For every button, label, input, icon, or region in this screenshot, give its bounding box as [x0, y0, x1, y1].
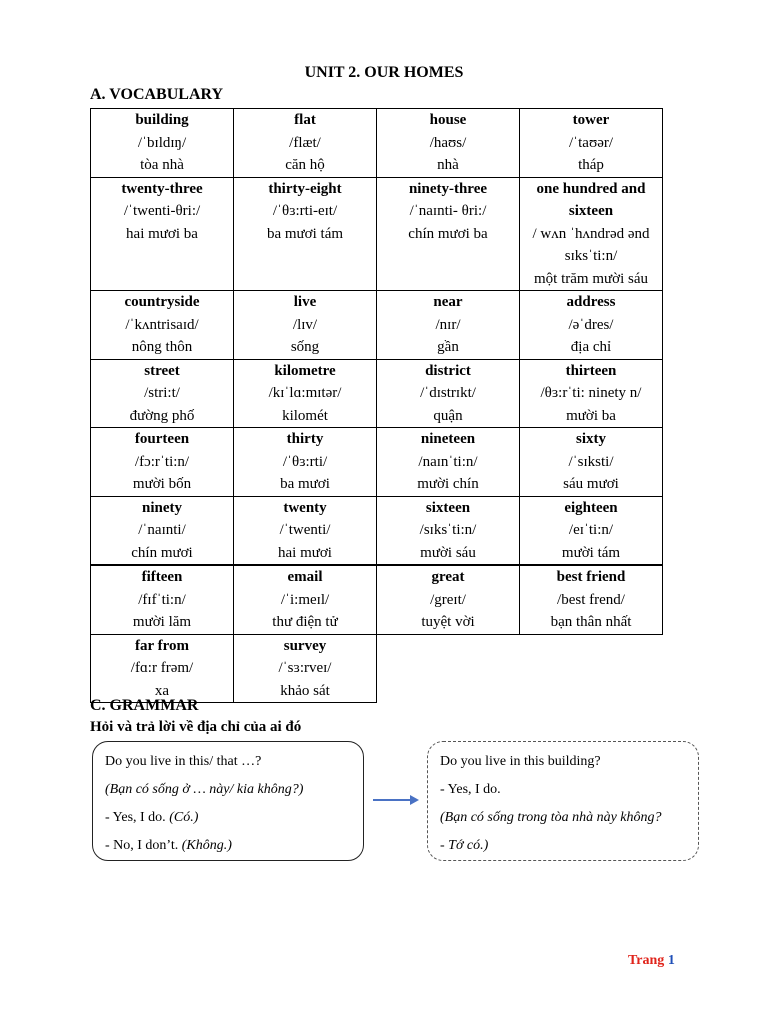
right-arrow-icon: [372, 793, 420, 807]
table-row: [91, 496, 663, 565]
vocab-meaning: một trăm mười sáu: [534, 270, 648, 287]
vocab-ipa: /θɜ:rˈti: ninety n/: [540, 385, 642, 401]
vocab-ipa: /ˈdɪstrɪkt/: [420, 385, 476, 401]
vocab-cell: [91, 291, 234, 360]
vocab-word: live: [293, 294, 317, 310]
vocab-cell: [520, 291, 663, 360]
pattern-no-translation: (Không.): [181, 838, 232, 853]
grammar-subtitle: Hỏi và trả lời về địa chỉ của ai đó: [90, 719, 302, 735]
vocab-cell: [377, 109, 520, 178]
vocab-meaning: địa chỉ: [570, 339, 612, 355]
vocab-ipa: /fɪfˈti:n/: [138, 591, 186, 608]
vocab-meaning: hai mươi ba: [126, 225, 198, 242]
vocab-meaning: chín mươi: [131, 544, 193, 561]
pattern-no-line: [105, 832, 351, 860]
vocab-meaning: chín mươi ba: [408, 225, 488, 242]
vocab-cell: [520, 109, 663, 178]
vocab-meaning: hai mươi: [278, 544, 332, 561]
vocab-ipa: /ˈnaɪnti/: [138, 522, 186, 538]
vocab-word: far from: [134, 637, 189, 654]
table-row: [91, 428, 663, 497]
vocab-ipa: /ˈtaʊər/: [568, 134, 614, 151]
vocab-ipa: /ˈθɜ:rti/: [282, 453, 328, 470]
vocab-cell: [91, 634, 234, 703]
page-number-value: 1: [667, 953, 675, 968]
vocab-cell: [234, 428, 377, 497]
vocab-cell: [234, 291, 377, 360]
pattern-question-translation: (Bạn có sống ở … này/ kia không?): [105, 782, 304, 797]
vocab-meaning: mười chín: [417, 476, 479, 492]
vocab-ipa: /greɪt/: [430, 591, 466, 608]
vocab-meaning: mười ba: [566, 407, 616, 424]
vocab-cell: [91, 177, 234, 291]
vocab-meaning: nông thôn: [131, 339, 193, 355]
vocab-meaning: kilomét: [282, 407, 328, 424]
vocab-meaning: ba mươi: [280, 476, 330, 492]
vocab-ipa: /haʊs/: [429, 134, 467, 151]
vocab-word: ninety-three: [408, 180, 488, 197]
table-row: [91, 634, 663, 703]
vocab-meaning: mười sáu: [420, 544, 476, 561]
section-grammar-heading: C. GRAMMAR: [90, 697, 199, 714]
vocab-ipa: /əˈdres/: [568, 316, 614, 333]
pattern-yes: - Yes, I do.: [105, 810, 166, 825]
vocab-cell: [377, 565, 520, 634]
vocab-ipa: /lɪv/: [292, 316, 318, 333]
grammar-example-box: [427, 741, 699, 861]
vocab-word: nineteen: [420, 431, 476, 447]
vocab-cell: [377, 496, 520, 565]
vocab-ipa: /ˈnaɪnti- θri:/: [409, 203, 487, 219]
vocab-word: district: [425, 362, 471, 379]
vocab-cell: [520, 359, 663, 428]
vocab-word: near: [433, 294, 463, 310]
vocab-ipa: /ˈsɜ:rveɪ/: [278, 660, 332, 676]
table-row: [91, 109, 663, 178]
vocab-ipa: /ˈθɜ:rti-eɪt/: [272, 203, 338, 219]
pattern-yes-line: [105, 804, 351, 832]
vocab-word: sixty: [576, 431, 606, 447]
table-row: [91, 177, 663, 291]
vocab-meaning: nhà: [437, 157, 459, 173]
vocab-cell: [234, 177, 377, 291]
pattern-no: - No, I don’t.: [105, 838, 179, 853]
vocab-word: fifteen: [141, 569, 183, 585]
vocab-ipa: /eɪˈti:n/: [568, 522, 614, 538]
vocab-word: building: [135, 112, 189, 128]
vocab-cell: [234, 109, 377, 178]
vocab-meaning: ba mươi tám: [266, 225, 344, 242]
example-question-translation: (Bạn có sống trong tòa nhà này không?: [440, 810, 662, 825]
vocab-cell: [234, 359, 377, 428]
empty-cell: [377, 634, 520, 703]
page-number-label: Trang: [628, 953, 665, 968]
vocab-meaning: gần: [437, 339, 459, 355]
vocab-ipa: /kɪˈlɑ:mɪtər/: [268, 385, 342, 401]
vocab-ipa: /stri:t/: [144, 385, 180, 401]
vocab-cell: [377, 291, 520, 360]
vocab-word: tower: [572, 112, 610, 128]
vocab-cell: [91, 359, 234, 428]
vocab-cell: [91, 565, 234, 634]
example-question: Do you live in this building?: [440, 754, 601, 769]
vocab-cell: [234, 634, 377, 703]
vocab-word: street: [144, 362, 180, 379]
vocab-meaning: bạn thân nhất: [550, 614, 632, 630]
vocab-ipa: /nɪr/: [435, 316, 461, 333]
vocab-word: address: [566, 294, 616, 310]
vocabulary-table: [90, 108, 663, 703]
vocab-cell: [234, 565, 377, 634]
vocab-meaning: quận: [433, 407, 463, 424]
vocab-ipa: /ˈtwenti-θri:/: [123, 203, 201, 219]
vocab-cell: [520, 428, 663, 497]
vocab-cell: [91, 109, 234, 178]
page-number: [628, 953, 675, 969]
vocab-cell: [520, 565, 663, 634]
vocab-meaning: đường phố: [129, 407, 195, 424]
grammar-pattern-box: [92, 741, 364, 861]
vocab-ipa: /best frend/: [557, 591, 625, 608]
vocab-word: thirteen: [565, 362, 617, 379]
vocab-meaning: sáu mươi: [563, 476, 619, 492]
table-row: [91, 359, 663, 428]
vocab-cell: [377, 428, 520, 497]
vocab-cell: [377, 177, 520, 291]
vocab-ipa: /ˈtwenti/: [279, 522, 331, 538]
vocab-cell: [91, 428, 234, 497]
vocab-ipa: /sɪksˈti:n/: [419, 522, 477, 538]
example-answer-translation: - Tớ có.): [440, 838, 489, 853]
vocab-word: fourteen: [134, 431, 190, 447]
vocab-ipa: /fɔ:rˈti:n/: [134, 453, 190, 470]
table-row: [91, 291, 663, 360]
vocab-cell: [377, 359, 520, 428]
vocab-word: flat: [294, 112, 316, 128]
vocab-cell: [520, 177, 663, 291]
vocab-meaning: mười tám: [561, 544, 621, 561]
vocab-word: great: [431, 569, 465, 585]
pattern-question: Do you live in this/ that …?: [105, 754, 262, 769]
vocab-word: survey: [283, 637, 327, 654]
vocab-word: ninety: [141, 499, 182, 516]
vocab-meaning: tòa nhà: [140, 157, 184, 173]
vocab-meaning: tháp: [578, 157, 604, 173]
table-row: [91, 565, 663, 634]
page-title: UNIT 2. OUR HOMES: [304, 64, 464, 81]
vocab-ipa: /fɑ:r frəm/: [130, 660, 194, 676]
vocab-ipa: /ˈkʌntrisaɪd/: [125, 316, 199, 333]
vocab-meaning: thư điện tử: [272, 614, 338, 630]
vocab-word: thirty-eight: [268, 180, 342, 197]
vocab-meaning: sống: [290, 339, 320, 355]
vocab-ipa: /ˈsɪksti/: [568, 453, 614, 470]
vocab-word: countryside: [124, 294, 200, 310]
vocab-word: thirty: [286, 431, 324, 447]
vocab-word: sixteen: [425, 499, 471, 516]
pattern-yes-translation: (Có.): [169, 810, 199, 825]
vocab-ipa: /flæt/: [289, 134, 321, 151]
vocab-meaning: mười lăm: [132, 614, 192, 630]
vocab-word: kilometre: [274, 362, 336, 379]
vocab-ipa: / wʌn ˈhʌndrəd ənd sɪksˈti:n/: [532, 225, 650, 264]
vocab-meaning: tuyệt vời: [421, 614, 475, 630]
vocab-meaning: căn hộ: [285, 157, 325, 173]
vocab-word: twenty-three: [121, 180, 203, 197]
vocab-meaning: khảo sát: [280, 682, 330, 699]
vocab-cell: [91, 496, 234, 565]
vocab-cell: [520, 496, 663, 565]
vocab-cell: [234, 496, 377, 565]
vocab-word: one hundred and sixteen: [536, 180, 646, 219]
vocab-meaning: xa: [154, 682, 170, 699]
vocab-word: twenty: [283, 499, 327, 516]
vocab-meaning: mười bốn: [132, 476, 192, 492]
vocab-ipa: /naɪnˈti:n/: [418, 453, 478, 470]
vocab-word: email: [287, 569, 323, 585]
vocab-word: eighteen: [564, 499, 618, 516]
section-vocabulary-heading: A. VOCABULARY: [90, 86, 224, 103]
vocab-word: best friend: [556, 569, 626, 585]
vocab-word: house: [429, 112, 467, 128]
vocab-ipa: /ˈbɪldɪŋ/: [137, 134, 187, 151]
vocab-ipa: /ˈi:meɪl/: [280, 591, 330, 608]
example-answer: - Yes, I do.: [440, 782, 501, 797]
empty-cell: [520, 634, 663, 703]
